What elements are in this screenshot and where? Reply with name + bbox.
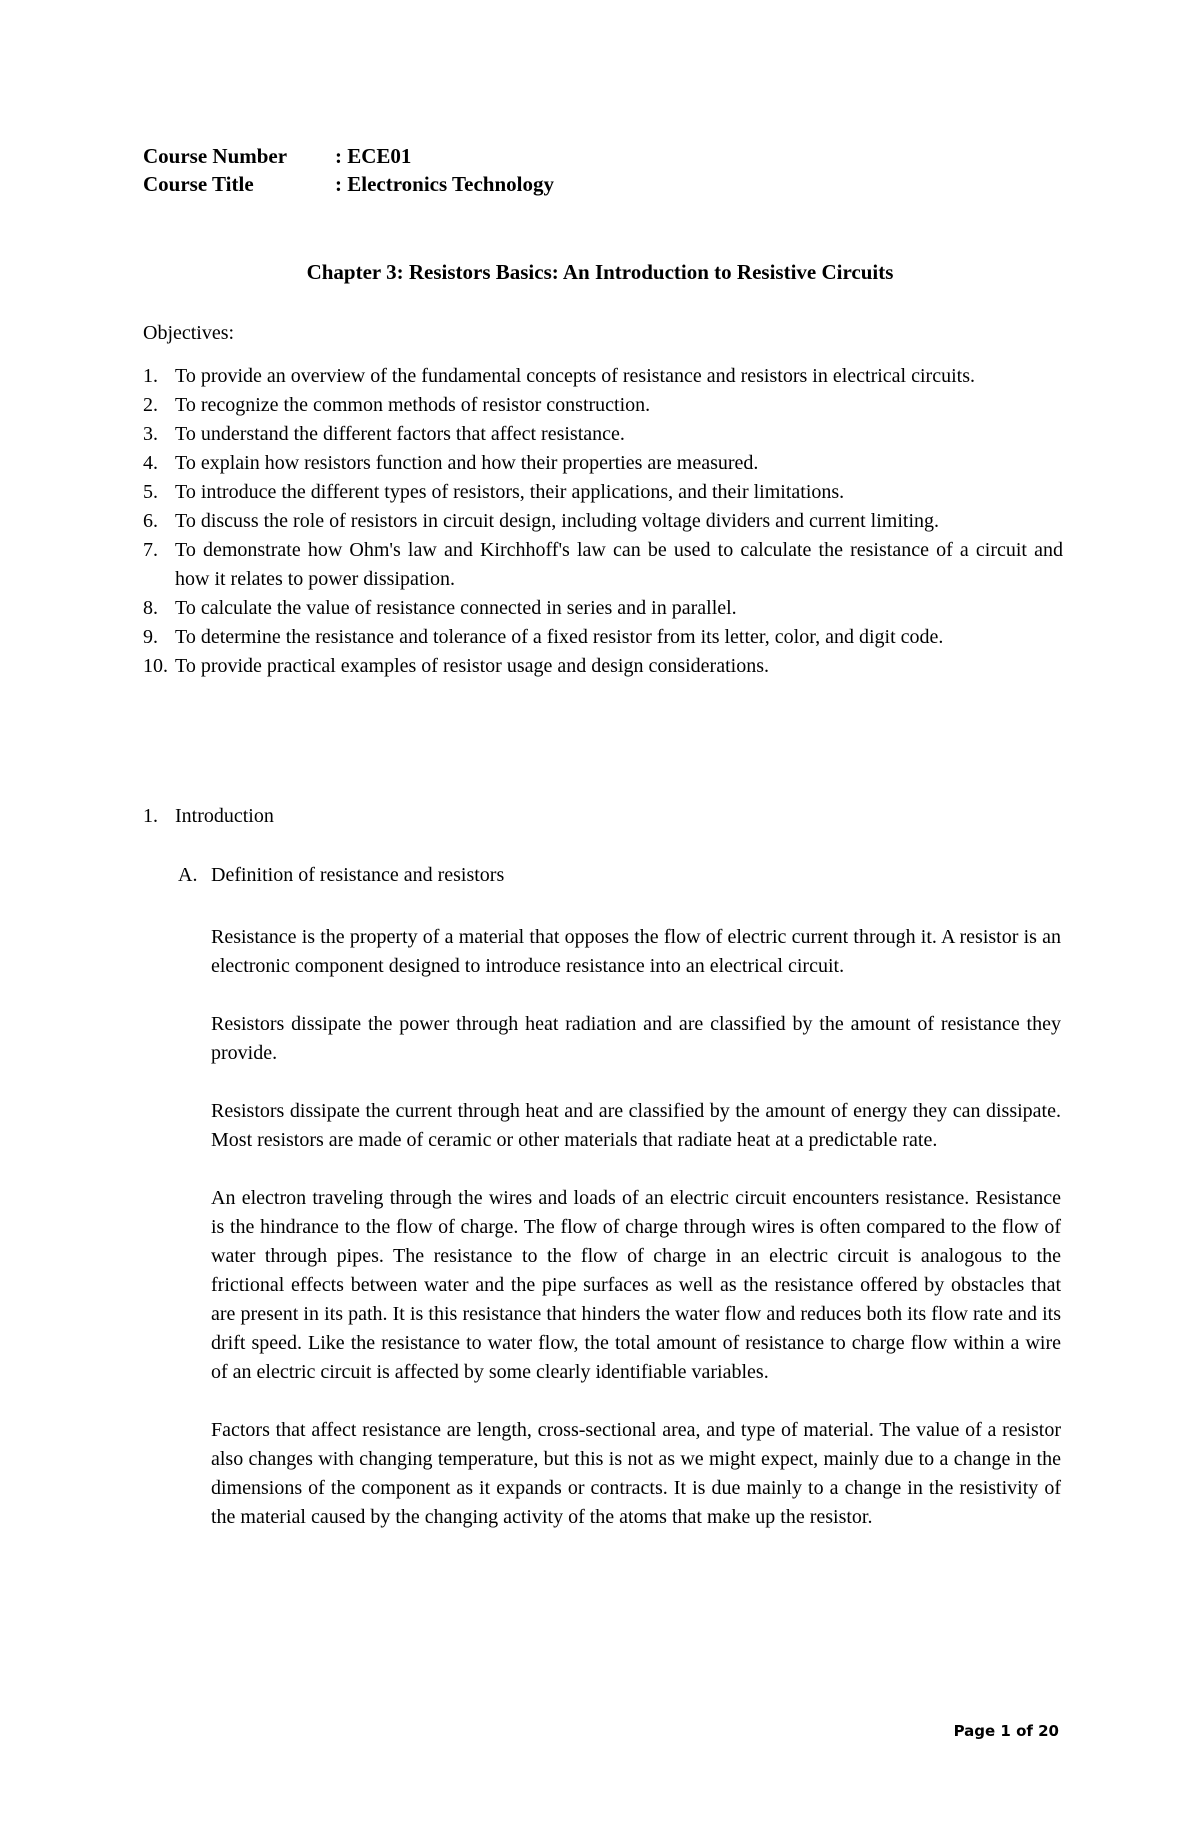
objective-item [143,652,1063,681]
objective-text: To demonstrate how Ohm's law and Kirchhoff's law can be used to calculate the resistance of a circuit and how it relates to power dissipation. [175,539,1063,590]
section-heading-introduction [143,805,274,828]
subsection-letter: A. [178,864,198,886]
page-number: Page 1 of 20 [953,1722,1059,1740]
objective-item [143,391,1063,420]
objective-item [143,507,1063,536]
objective-number: 4. [143,452,158,474]
objective-number: 5. [143,481,158,503]
body-paragraph: Resistors dissipate the current through heat and are classified by the amount of energy they can dissipate. Most resistors are made of ceramic or other materials that radiate heat at a predictable rate. [211,1100,1061,1151]
subsection-heading-definition [178,864,504,887]
objective-text: To calculate the value of resistance connected in series and in parallel. [175,597,737,619]
objective-text: To provide an overview of the fundamental concepts of resistance and resistors in electrical circuits. [175,365,975,387]
objective-item [143,623,1063,652]
objective-text: To determine the resistance and tolerance of a fixed resistor from its letter, color, and digit code. [175,626,944,648]
objective-number: 1. [143,365,158,387]
objective-item [143,478,1063,507]
chapter-title: Chapter 3: Resistors Basics: An Introduction to Resistive Circuits [306,260,894,284]
section-number: 1. [143,805,158,827]
objective-number: 6. [143,510,158,532]
objective-number: 2. [143,394,158,416]
objective-item [143,420,1063,449]
body-paragraph: An electron traveling through the wires and loads of an electric circuit encounters resistance. Resistance is the hindrance to the flow of charge. The flow of charge through wires is often compared to the flow of water through pipes. The resistance to the flow of charge in an electric circuit is analogous to the frictional effects between water and the pipe surfaces as well as the resistance offered by obstacles that are present in its path. It is this resistance that hinders the water flow and reduces both its flow rate and its drift speed. Like the resistance to water flow, the total amount of resistance to charge flow within a wire of an electric circuit is affected by some clearly identifiable variables. [211,1187,1061,1383]
body-paragraph: Factors that affect resistance are length, cross-sectional area, and type of material. The value of a resistor also changes with changing temperature, but this is not as we might expect, mainly due to a change in the dimensions of the component as it expands or contracts. It is due mainly to a change in the resistivity of the material caused by the changing activity of the atoms that make up the resistor. [211,1419,1061,1528]
course-title-row [143,172,554,197]
objective-item [143,536,1063,594]
objective-number: 3. [143,423,158,445]
objective-item [143,362,1063,391]
objectives-list [143,362,1063,681]
subsection-title: Definition of resistance and resistors [211,864,505,886]
course-number-row [143,144,411,169]
objectives-heading: Objectives: [143,322,235,344]
course-number-label: Course Number [143,144,288,168]
objective-text: To understand the different factors that affect resistance. [175,423,625,445]
course-title-value: : Electronics Technology [335,172,554,196]
course-number-value: : ECE01 [335,144,412,168]
objective-text: To introduce the different types of resistors, their applications, and their limitations. [175,481,845,503]
objective-number: 8. [143,597,158,619]
objective-text: To provide practical examples of resistor usage and design considerations. [175,655,769,677]
course-title-label: Course Title [143,172,254,196]
objective-number: 9. [143,626,158,648]
section-body [211,923,1061,1561]
objective-number: 7. [143,539,158,561]
objective-text: To recognize the common methods of resistor construction. [175,394,651,416]
objective-text: To discuss the role of resistors in circuit design, including voltage dividers and current limiting. [175,510,940,532]
objective-number: 10. [143,655,168,677]
body-paragraph: Resistors dissipate the power through heat radiation and are classified by the amount of resistance they provide. [211,1013,1061,1064]
objective-item [143,449,1063,478]
objective-item [143,594,1063,623]
section-title: Introduction [175,805,274,827]
objective-text: To explain how resistors function and how their properties are measured. [175,452,759,474]
body-paragraph: Resistance is the property of a material that opposes the flow of electric current through it. A resistor is an electronic component designed to introduce resistance into an electrical circuit. [211,926,1061,977]
